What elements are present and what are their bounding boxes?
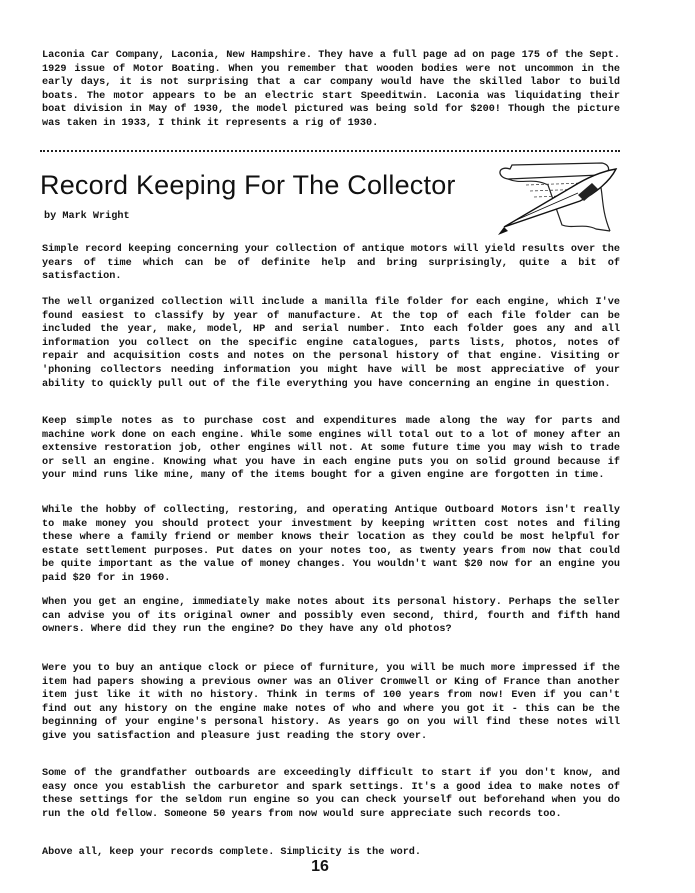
paragraph-2: The well organized collection will include a manilla file folder for each engine, which I've found easiest to classify by year of manufacture. At the top of each file folder can be included the year, make, model, HP and serial number. Into each folder goes any and all information you collect on the specific engine catalogues, parts lists, photos, notes of repair and acquisition costs and notes on the personal history of that engine. Visiting or 'phoning collectors needing information you might have will be most appreciative of your ability to quickly pull out of the file everything you have concerning an engine in question. [42,297,620,390]
paragraph-7: Some of the grandfather outboards are exceedingly difficult to start if you don't know, and easy once you establish the carburetor and spark settings. It's a good idea to make notes of these settings for the seldom run engine so you can check yourself out beforehand when you do run the old fellow. Someone 50 years from now would sure appreciate such records too. [42,768,620,820]
paragraph-1: Simple record keeping concerning your collection of antique motors will yield results over the years of time which can be of definite help and bring surprisingly, quite a bit of satisfaction. [42,244,620,283]
article-title: Record Keeping For The Collector [40,170,456,200]
quill-pen-and-scroll-icon [492,155,622,237]
paragraph-3: Keep simple notes as to purchase cost and expenditures made along the way for parts and machine work done on each engine. While some engines will total out to a lot of money after an extensive restoration job, other engines will not. At some future time you may wish to trade or sell an engine. Knowing what you have in each engine puts you on solid ground because if your mind runs like mine, many of the items bought for a given engine are forgotten in time. [42,416,620,482]
byline: by Mark Wright [44,211,130,222]
paragraph-5: When you get an engine, immediately make notes about its personal history. Perhaps the seller can advise you of its original owner and possibly even second, third, fourth and fifth hand owners. Where did they run the engine? Do they have any old photos? [42,597,620,636]
paragraph-6: Were you to buy an antique clock or piece of furniture, you will be much more impressed if the item had papers showing a previous owner was an Oliver Cromwell or King of France than another item just like it with no history. Think in terms of 100 years from now! Even if you can't find out any history on the engine make notes of who and where you got it - this can be the beginning of your engine's personal history. As years go on you will find these notes will give you satisfaction and pleasure just reading the story over. [42,663,620,742]
dotted-separator [40,150,620,152]
page-number: 16 [311,858,329,875]
paragraph-4: While the hobby of collecting, restoring, and operating Antique Outboard Motors isn't really to make money you should protect your investment by keeping written cost notes and filing these where a family friend or member knows their location as they could be most helpful for estate settlement purposes. Put dates on your notes too, as twenty years from now that could be quite important as the value of money changes. You wouldn't want $20 now for an engine you paid $20 for in 1960. [42,505,620,584]
intro-paragraph: Laconia Car Company, Laconia, New Hampshire. They have a full page ad on page 175 of the Sept. 1929 issue of Motor Boating. When you remember that wooden bodies were not uncommon in the early days, it is not surprising that a car company would have the skilled labor to build boats. The motor appears to be an electric start Speeditwin. Laconia was liquidating their boat division in May of 1930, the model pictured was being sold for $200! Though the picture was taken in 1933, I think it represents a rig of 1930. [42,50,620,129]
paragraph-8: Above all, keep your records complete. Simplicity is the word. [42,847,422,858]
